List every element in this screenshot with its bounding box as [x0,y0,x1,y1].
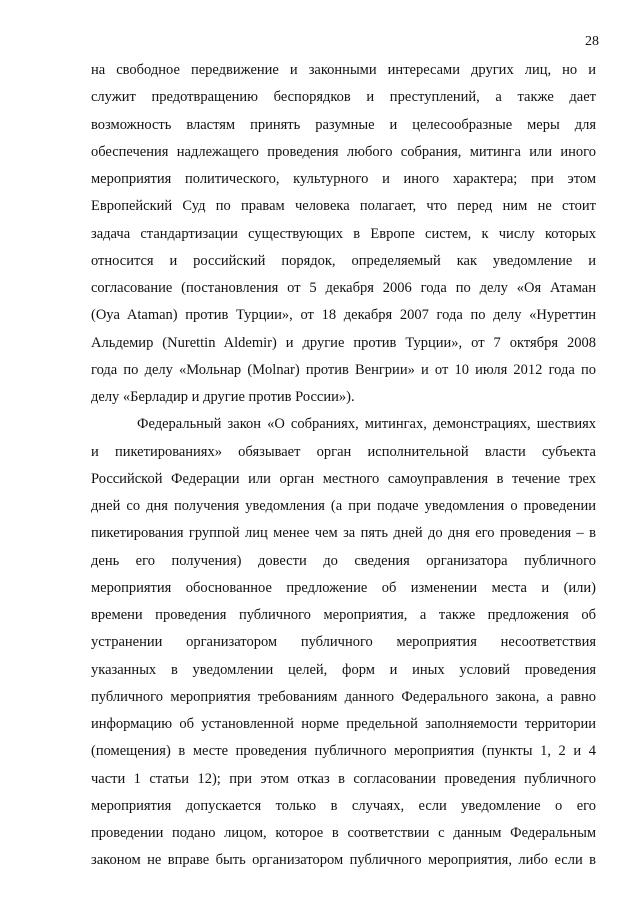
text-line: года по делу «Мольнар (Molnar) против Венгрии» и от 10 июля 2012 года по [91,361,596,378]
text-line: мероприятия политического, культурного и иного характера; при этом [91,171,596,187]
text-line: проведении подано лицом, которое в соответствии с данным Федеральным [91,825,596,841]
text-line: относится и российский порядок, определяемый как уведомление и [91,252,596,269]
text-line: согласование (постановления от 5 декабря 2006 года по делу «Оя Атаман [91,280,596,296]
text-line: служит предотвращению беспорядков и преступлений, а также дает [91,89,596,106]
text-line-paragraph-end: делу «Берладир и другие против России»). [91,389,355,405]
text-line: пикетирования группой лиц менее чем за пять дней до дня его проведения – в [91,525,596,542]
text-line: день его получения) довести до сведения организатора публичного [91,552,596,569]
text-line: задача стандартизации существующих в Европе систем, к числу которых [91,225,596,242]
text-line: (помещения) в месте проведения публичного мероприятия (пункты 1, 2 и 4 [91,743,596,760]
text-line: (Oya Ataman) против Турции», от 18 декабря 2007 года по делу «Нуреттин [91,307,596,324]
text-line: информацию об установленной норме предельной заполняемости территории [91,716,596,732]
text-line: мероприятия допускается только в случаях, если уведомление о его [91,797,596,814]
text-line: указанных в уведомлении целей, форм и иных условий проведения [91,661,596,678]
text-line: части 1 статьи 12); при этом отказ в согласовании проведения публичного [91,770,596,787]
text-line: возможность властям принять разумные и целесообразные меры для [91,116,596,133]
text-line: времени проведения публичного мероприятия, а также предложения об [91,607,596,623]
text-line-paragraph-start: Федеральный закон «О собраниях, митингах, демонстрациях, шествиях [137,416,596,433]
text-line: и пикетированиях» обязывает орган исполнительной власти субъекта [91,443,596,460]
body-text [91,57,596,875]
text-line: законом не вправе быть организатором публичного мероприятия, либо если в [91,852,596,869]
text-line: Европейский Суд по правам человека полагает, что перед ним не стоит [91,198,596,215]
text-line: обеспечения надлежащего проведения любого собрания, митинга или иного [91,143,596,160]
text-line: Российской Федерации или орган местного самоуправления в течение трех [91,470,596,487]
text-line: на свободное передвижение и законными интересами других лиц, но и [91,62,596,78]
text-line: устранении организатором публичного мероприятия несоответствия [91,634,596,651]
text-line: публичного мероприятия требованиям данного Федерального закона, а равно [91,688,596,705]
text-line: мероприятия обоснованное предложение об изменении места и (или) [91,579,596,596]
text-line: дней со дня получения уведомления (а при подаче уведомления о проведении [91,498,596,514]
page-number: 28 [585,34,599,49]
text-line: Альдемир (Nurettin Aldemir) и другие против Турции», от 7 октября 2008 [91,334,596,351]
